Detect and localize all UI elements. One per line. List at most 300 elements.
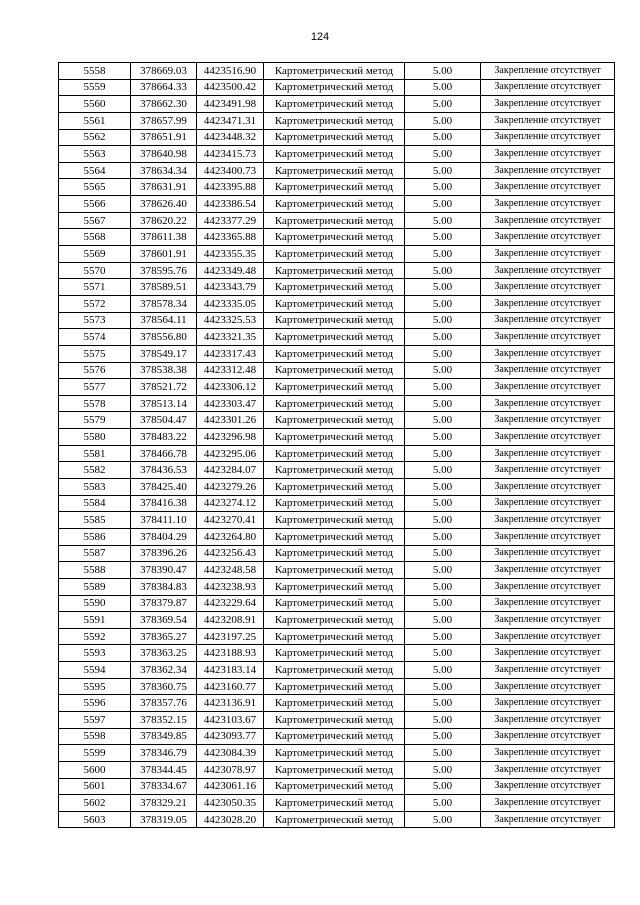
table-row (59, 262, 615, 279)
precision-cell: 5.00 (405, 678, 481, 695)
note-cell: Закрепление отсутствует (481, 179, 615, 196)
y-coordinate-cell: 4423103.67 (197, 711, 264, 728)
x-coordinate-cell: 378578.34 (131, 295, 197, 312)
table-row (59, 761, 615, 778)
point-number-cell: 5595 (59, 678, 131, 695)
table-row (59, 96, 615, 113)
method-cell: Картометрический метод (264, 312, 405, 329)
method-cell: Картометрический метод (264, 745, 405, 762)
x-coordinate-cell: 378390.47 (131, 562, 197, 579)
x-coordinate-cell: 378379.87 (131, 595, 197, 612)
x-coordinate-cell: 378483.22 (131, 429, 197, 446)
table-row (59, 612, 615, 629)
y-coordinate-cell: 4423248.58 (197, 562, 264, 579)
method-cell: Картометрический метод (264, 761, 405, 778)
note-cell: Закрепление отсутствует (481, 429, 615, 446)
y-coordinate-cell: 4423093.77 (197, 728, 264, 745)
note-cell: Закрепление отсутствует (481, 728, 615, 745)
method-cell: Картометрический метод (264, 695, 405, 712)
method-cell: Картометрический метод (264, 379, 405, 396)
x-coordinate-cell: 378634.34 (131, 162, 197, 179)
method-cell: Картометрический метод (264, 79, 405, 96)
table-row (59, 562, 615, 579)
x-coordinate-cell: 378556.80 (131, 329, 197, 346)
y-coordinate-cell: 4423400.73 (197, 162, 264, 179)
point-number-cell: 5591 (59, 612, 131, 629)
y-coordinate-cell: 4423349.48 (197, 262, 264, 279)
method-cell: Картометрический метод (264, 479, 405, 496)
method-cell: Картометрический метод (264, 462, 405, 479)
x-coordinate-cell: 378611.38 (131, 229, 197, 246)
note-cell: Закрепление отсутствует (481, 612, 615, 629)
y-coordinate-cell: 4423500.42 (197, 79, 264, 96)
precision-cell: 5.00 (405, 229, 481, 246)
note-cell: Закрепление отсутствует (481, 262, 615, 279)
note-cell: Закрепление отсутствует (481, 528, 615, 545)
note-cell: Закрепление отсутствует (481, 479, 615, 496)
note-cell: Закрепление отсутствует (481, 562, 615, 579)
table-row (59, 545, 615, 562)
y-coordinate-cell: 4423256.43 (197, 545, 264, 562)
point-number-cell: 5574 (59, 329, 131, 346)
method-cell: Картометрический метод (264, 179, 405, 196)
method-cell: Картометрический метод (264, 146, 405, 163)
x-coordinate-cell: 378365.27 (131, 628, 197, 645)
note-cell: Закрепление отсутствует (481, 795, 615, 812)
method-cell: Картометрический метод (264, 728, 405, 745)
precision-cell: 5.00 (405, 795, 481, 812)
x-coordinate-cell: 378651.91 (131, 129, 197, 146)
precision-cell: 5.00 (405, 179, 481, 196)
precision-cell: 5.00 (405, 196, 481, 213)
y-coordinate-cell: 4423296.98 (197, 429, 264, 446)
precision-cell: 5.00 (405, 362, 481, 379)
table-row (59, 279, 615, 296)
method-cell: Картометрический метод (264, 63, 405, 80)
table-row (59, 395, 615, 412)
x-coordinate-cell: 378357.76 (131, 695, 197, 712)
method-cell: Картометрический метод (264, 429, 405, 446)
y-coordinate-cell: 4423274.12 (197, 495, 264, 512)
table-row (59, 595, 615, 612)
precision-cell: 5.00 (405, 479, 481, 496)
note-cell: Закрепление отсутствует (481, 545, 615, 562)
method-cell: Картометрический метод (264, 778, 405, 795)
x-coordinate-cell: 378319.05 (131, 811, 197, 828)
y-coordinate-cell: 4423279.26 (197, 479, 264, 496)
note-cell: Закрепление отсутствует (481, 412, 615, 429)
point-number-cell: 5564 (59, 162, 131, 179)
table-row (59, 695, 615, 712)
x-coordinate-cell: 378601.91 (131, 246, 197, 263)
y-coordinate-cell: 4423078.97 (197, 761, 264, 778)
precision-cell: 5.00 (405, 379, 481, 396)
y-coordinate-cell: 4423301.26 (197, 412, 264, 429)
y-coordinate-cell: 4423448.32 (197, 129, 264, 146)
method-cell: Картометрический метод (264, 246, 405, 263)
note-cell: Закрепление отсутствует (481, 345, 615, 362)
y-coordinate-cell: 4423264.80 (197, 528, 264, 545)
table-row (59, 79, 615, 96)
precision-cell: 5.00 (405, 262, 481, 279)
x-coordinate-cell: 378504.47 (131, 412, 197, 429)
table-row (59, 628, 615, 645)
point-number-cell: 5558 (59, 63, 131, 80)
point-number-cell: 5576 (59, 362, 131, 379)
point-number-cell: 5602 (59, 795, 131, 812)
x-coordinate-cell: 378549.17 (131, 345, 197, 362)
y-coordinate-cell: 4423415.73 (197, 146, 264, 163)
point-number-cell: 5573 (59, 312, 131, 329)
table-row (59, 462, 615, 479)
table-row (59, 711, 615, 728)
table-row (59, 445, 615, 462)
x-coordinate-cell: 378349.85 (131, 728, 197, 745)
point-number-cell: 5575 (59, 345, 131, 362)
point-number-cell: 5601 (59, 778, 131, 795)
method-cell: Картометрический метод (264, 262, 405, 279)
point-number-cell: 5579 (59, 412, 131, 429)
precision-cell: 5.00 (405, 162, 481, 179)
note-cell: Закрепление отсутствует (481, 695, 615, 712)
method-cell: Картометрический метод (264, 345, 405, 362)
method-cell: Картометрический метод (264, 362, 405, 379)
note-cell: Закрепление отсутствует (481, 329, 615, 346)
x-coordinate-cell: 378538.38 (131, 362, 197, 379)
precision-cell: 5.00 (405, 129, 481, 146)
note-cell: Закрепление отсутствует (481, 229, 615, 246)
note-cell: Закрепление отсутствует (481, 129, 615, 146)
method-cell: Картометрический метод (264, 229, 405, 246)
y-coordinate-cell: 4423050.35 (197, 795, 264, 812)
point-number-cell: 5594 (59, 662, 131, 679)
precision-cell: 5.00 (405, 528, 481, 545)
point-number-cell: 5560 (59, 96, 131, 113)
precision-cell: 5.00 (405, 312, 481, 329)
precision-cell: 5.00 (405, 212, 481, 229)
x-coordinate-cell: 378363.25 (131, 645, 197, 662)
method-cell: Картометрический метод (264, 678, 405, 695)
x-coordinate-cell: 378513.14 (131, 395, 197, 412)
y-coordinate-cell: 4423208.91 (197, 612, 264, 629)
x-coordinate-cell: 378360.75 (131, 678, 197, 695)
precision-cell: 5.00 (405, 662, 481, 679)
precision-cell: 5.00 (405, 628, 481, 645)
point-number-cell: 5592 (59, 628, 131, 645)
table-row (59, 179, 615, 196)
method-cell: Картометрический метод (264, 279, 405, 296)
y-coordinate-cell: 4423188.93 (197, 645, 264, 662)
x-coordinate-cell: 378631.91 (131, 179, 197, 196)
y-coordinate-cell: 4423312.48 (197, 362, 264, 379)
table-row (59, 229, 615, 246)
y-coordinate-cell: 4423516.90 (197, 63, 264, 80)
y-coordinate-cell: 4423386.54 (197, 196, 264, 213)
x-coordinate-cell: 378396.26 (131, 545, 197, 562)
method-cell: Картометрический метод (264, 445, 405, 462)
y-coordinate-cell: 4423303.47 (197, 395, 264, 412)
note-cell: Закрепление отсутствует (481, 595, 615, 612)
note-cell: Закрепление отсутствует (481, 362, 615, 379)
point-number-cell: 5562 (59, 129, 131, 146)
point-number-cell: 5572 (59, 295, 131, 312)
method-cell: Картометрический метод (264, 795, 405, 812)
note-cell: Закрепление отсутствует (481, 761, 615, 778)
precision-cell: 5.00 (405, 395, 481, 412)
note-cell: Закрепление отсутствует (481, 246, 615, 263)
precision-cell: 5.00 (405, 562, 481, 579)
table-row (59, 246, 615, 263)
table-row (59, 512, 615, 529)
point-number-cell: 5587 (59, 545, 131, 562)
x-coordinate-cell: 378521.72 (131, 379, 197, 396)
point-number-cell: 5593 (59, 645, 131, 662)
point-number-cell: 5588 (59, 562, 131, 579)
method-cell: Картометрический метод (264, 628, 405, 645)
y-coordinate-cell: 4423343.79 (197, 279, 264, 296)
precision-cell: 5.00 (405, 811, 481, 828)
table-row (59, 429, 615, 446)
x-coordinate-cell: 378344.45 (131, 761, 197, 778)
table-row (59, 645, 615, 662)
y-coordinate-cell: 4423355.35 (197, 246, 264, 263)
x-coordinate-cell: 378564.11 (131, 312, 197, 329)
point-number-cell: 5586 (59, 528, 131, 545)
x-coordinate-cell: 378369.54 (131, 612, 197, 629)
table-row (59, 379, 615, 396)
note-cell: Закрепление отсутствует (481, 395, 615, 412)
note-cell: Закрепление отсутствует (481, 678, 615, 695)
precision-cell: 5.00 (405, 112, 481, 129)
table-row (59, 345, 615, 362)
point-number-cell: 5559 (59, 79, 131, 96)
point-number-cell: 5569 (59, 246, 131, 263)
y-coordinate-cell: 4423238.93 (197, 578, 264, 595)
note-cell: Закрепление отсутствует (481, 279, 615, 296)
point-number-cell: 5582 (59, 462, 131, 479)
point-number-cell: 5565 (59, 179, 131, 196)
x-coordinate-cell: 378640.98 (131, 146, 197, 163)
precision-cell: 5.00 (405, 495, 481, 512)
y-coordinate-cell: 4423183.14 (197, 662, 264, 679)
y-coordinate-cell: 4423160.77 (197, 678, 264, 695)
x-coordinate-cell: 378436.53 (131, 462, 197, 479)
x-coordinate-cell: 378589.51 (131, 279, 197, 296)
table-row (59, 495, 615, 512)
x-coordinate-cell: 378352.15 (131, 711, 197, 728)
coordinates-table-body (59, 63, 615, 828)
precision-cell: 5.00 (405, 645, 481, 662)
point-number-cell: 5584 (59, 495, 131, 512)
y-coordinate-cell: 4423028.20 (197, 811, 264, 828)
x-coordinate-cell: 378416.38 (131, 495, 197, 512)
precision-cell: 5.00 (405, 578, 481, 595)
method-cell: Картометрический метод (264, 512, 405, 529)
method-cell: Картометрический метод (264, 412, 405, 429)
y-coordinate-cell: 4423270.41 (197, 512, 264, 529)
method-cell: Картометрический метод (264, 528, 405, 545)
note-cell: Закрепление отсутствует (481, 96, 615, 113)
x-coordinate-cell: 378664.33 (131, 79, 197, 96)
note-cell: Закрепление отсутствует (481, 495, 615, 512)
table-row (59, 795, 615, 812)
point-number-cell: 5580 (59, 429, 131, 446)
table-row (59, 129, 615, 146)
method-cell: Картометрический метод (264, 595, 405, 612)
x-coordinate-cell: 378362.34 (131, 662, 197, 679)
y-coordinate-cell: 4423136.91 (197, 695, 264, 712)
point-number-cell: 5568 (59, 229, 131, 246)
y-coordinate-cell: 4423306.12 (197, 379, 264, 396)
x-coordinate-cell: 378404.29 (131, 528, 197, 545)
y-coordinate-cell: 4423295.06 (197, 445, 264, 462)
note-cell: Закрепление отсутствует (481, 628, 615, 645)
note-cell: Закрепление отсутствует (481, 778, 615, 795)
point-number-cell: 5585 (59, 512, 131, 529)
point-number-cell: 5603 (59, 811, 131, 828)
x-coordinate-cell: 378346.79 (131, 745, 197, 762)
precision-cell: 5.00 (405, 612, 481, 629)
point-number-cell: 5561 (59, 112, 131, 129)
note-cell: Закрепление отсутствует (481, 312, 615, 329)
note-cell: Закрепление отсутствует (481, 711, 615, 728)
method-cell: Картометрический метод (264, 495, 405, 512)
method-cell: Картометрический метод (264, 395, 405, 412)
x-coordinate-cell: 378626.40 (131, 196, 197, 213)
y-coordinate-cell: 4423284.07 (197, 462, 264, 479)
point-number-cell: 5570 (59, 262, 131, 279)
x-coordinate-cell: 378620.22 (131, 212, 197, 229)
y-coordinate-cell: 4423229.64 (197, 595, 264, 612)
method-cell: Картометрический метод (264, 96, 405, 113)
y-coordinate-cell: 4423061.16 (197, 778, 264, 795)
precision-cell: 5.00 (405, 146, 481, 163)
method-cell: Картометрический метод (264, 112, 405, 129)
point-number-cell: 5600 (59, 761, 131, 778)
method-cell: Картометрический метод (264, 212, 405, 229)
precision-cell: 5.00 (405, 695, 481, 712)
point-number-cell: 5567 (59, 212, 131, 229)
precision-cell: 5.00 (405, 279, 481, 296)
point-number-cell: 5598 (59, 728, 131, 745)
table-row (59, 63, 615, 80)
x-coordinate-cell: 378425.40 (131, 479, 197, 496)
note-cell: Закрепление отсутствует (481, 146, 615, 163)
precision-cell: 5.00 (405, 462, 481, 479)
precision-cell: 5.00 (405, 246, 481, 263)
method-cell: Картометрический метод (264, 129, 405, 146)
note-cell: Закрепление отсутствует (481, 578, 615, 595)
precision-cell: 5.00 (405, 778, 481, 795)
note-cell: Закрепление отсутствует (481, 212, 615, 229)
method-cell: Картометрический метод (264, 545, 405, 562)
x-coordinate-cell: 378384.83 (131, 578, 197, 595)
note-cell: Закрепление отсутствует (481, 196, 615, 213)
method-cell: Картометрический метод (264, 196, 405, 213)
table-row (59, 146, 615, 163)
y-coordinate-cell: 4423197.25 (197, 628, 264, 645)
table-row (59, 728, 615, 745)
point-number-cell: 5589 (59, 578, 131, 595)
table-row (59, 329, 615, 346)
method-cell: Картометрический метод (264, 162, 405, 179)
point-number-cell: 5578 (59, 395, 131, 412)
method-cell: Картометрический метод (264, 578, 405, 595)
method-cell: Картометрический метод (264, 645, 405, 662)
note-cell: Закрепление отсутствует (481, 462, 615, 479)
precision-cell: 5.00 (405, 63, 481, 80)
method-cell: Картометрический метод (264, 562, 405, 579)
precision-cell: 5.00 (405, 96, 481, 113)
note-cell: Закрепление отсутствует (481, 645, 615, 662)
precision-cell: 5.00 (405, 761, 481, 778)
point-number-cell: 5599 (59, 745, 131, 762)
method-cell: Картометрический метод (264, 612, 405, 629)
x-coordinate-cell: 378595.76 (131, 262, 197, 279)
point-number-cell: 5596 (59, 695, 131, 712)
x-coordinate-cell: 378657.99 (131, 112, 197, 129)
y-coordinate-cell: 4423335.05 (197, 295, 264, 312)
precision-cell: 5.00 (405, 512, 481, 529)
page-number: 124 (310, 31, 330, 43)
y-coordinate-cell: 4423325.53 (197, 312, 264, 329)
note-cell: Закрепление отсутствует (481, 811, 615, 828)
note-cell: Закрепление отсутствует (481, 745, 615, 762)
table-row (59, 479, 615, 496)
note-cell: Закрепление отсутствует (481, 162, 615, 179)
point-number-cell: 5566 (59, 196, 131, 213)
table-row (59, 295, 615, 312)
precision-cell: 5.00 (405, 79, 481, 96)
point-number-cell: 5590 (59, 595, 131, 612)
point-number-cell: 5583 (59, 479, 131, 496)
coordinates-table (58, 62, 615, 828)
table-row (59, 196, 615, 213)
method-cell: Картометрический метод (264, 329, 405, 346)
point-number-cell: 5577 (59, 379, 131, 396)
point-number-cell: 5597 (59, 711, 131, 728)
table-row (59, 745, 615, 762)
table-row (59, 412, 615, 429)
y-coordinate-cell: 4423491.98 (197, 96, 264, 113)
x-coordinate-cell: 378329.21 (131, 795, 197, 812)
point-number-cell: 5563 (59, 146, 131, 163)
precision-cell: 5.00 (405, 429, 481, 446)
method-cell: Картометрический метод (264, 295, 405, 312)
note-cell: Закрепление отсутствует (481, 112, 615, 129)
y-coordinate-cell: 4423471.31 (197, 112, 264, 129)
y-coordinate-cell: 4423317.43 (197, 345, 264, 362)
x-coordinate-cell: 378334.67 (131, 778, 197, 795)
table-row (59, 578, 615, 595)
method-cell: Картометрический метод (264, 811, 405, 828)
y-coordinate-cell: 4423377.29 (197, 212, 264, 229)
precision-cell: 5.00 (405, 745, 481, 762)
method-cell: Картометрический метод (264, 662, 405, 679)
y-coordinate-cell: 4423395.88 (197, 179, 264, 196)
note-cell: Закрепление отсутствует (481, 379, 615, 396)
precision-cell: 5.00 (405, 295, 481, 312)
y-coordinate-cell: 4423365.88 (197, 229, 264, 246)
note-cell: Закрепление отсутствует (481, 512, 615, 529)
table-row (59, 662, 615, 679)
point-number-cell: 5581 (59, 445, 131, 462)
table-row (59, 778, 615, 795)
method-cell: Картометрический метод (264, 711, 405, 728)
y-coordinate-cell: 4423321.35 (197, 329, 264, 346)
table-row (59, 528, 615, 545)
note-cell: Закрепление отсутствует (481, 662, 615, 679)
